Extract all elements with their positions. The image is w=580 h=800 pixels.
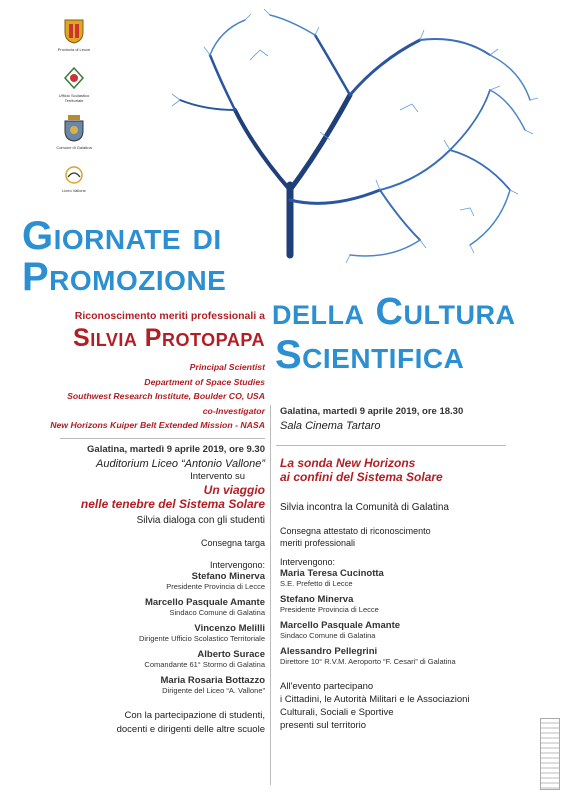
right-speaker-2-role: Presidente Provincia di Lecce: [280, 605, 379, 614]
right-speaker-4-name: Alessandro Pellegrini: [280, 646, 378, 657]
provincia-logo: [52, 18, 96, 52]
title-line-1: Giornate di: [22, 214, 222, 258]
left-event-when: Galatina, martedì 9 aprile 2019, ore 9.30: [87, 444, 265, 455]
printer-mark: [540, 718, 560, 790]
liceo-logo: [52, 165, 96, 193]
left-speaker-1-role: Presidente Provincia di Lecce: [166, 582, 265, 591]
liceo-label: Liceo Vallone: [62, 188, 86, 193]
column-divider: [270, 405, 271, 785]
right-closing: [280, 680, 565, 732]
honoree-role-2: Department of Space Studies: [144, 376, 265, 387]
right-speaker-2-name: Stefano Minerva: [280, 594, 354, 605]
title-line-3: della Cultura: [272, 291, 516, 333]
left-speaker-4-role: Comandante 61° Stormo di Galatina: [144, 660, 265, 669]
ufficio-scolastico-emblem-icon: [63, 66, 85, 90]
right-closing-2: i Cittadini, le Autorità Militari e le Associazioni: [280, 694, 470, 705]
left-speaker-5-role: Dirigente del Liceo “A. Vallone”: [162, 686, 265, 695]
left-speaker-4: [10, 649, 265, 669]
honoree-intro: Riconoscimento meriti professionali a: [74, 310, 265, 322]
right-speaker-3: [280, 620, 565, 640]
right-consegna-2: meriti professionali: [280, 538, 356, 548]
left-speaker-2: [10, 597, 265, 617]
left-event-where: Auditorium Liceo “Antonio Vallone”: [96, 458, 265, 470]
honoree-name: Silvia Protopapa: [73, 324, 265, 352]
left-talk-title-1: Un viaggio: [203, 483, 265, 497]
honoree-role-3: Southwest Research Institute, Boulder CO, USA: [67, 391, 265, 401]
comune-logo: [52, 114, 96, 150]
right-event-when: Galatina, martedì 9 aprile 2019, ore 18.30: [280, 406, 464, 417]
liceo-logo-icon: [62, 165, 86, 185]
left-speaker-5: [10, 675, 265, 695]
left-speaker-3: [10, 623, 265, 643]
honoree-roles: [10, 360, 265, 433]
left-event: [10, 444, 265, 737]
left-intervengono: Intervengono:: [209, 560, 265, 570]
right-closing-1: All'evento partecipano: [280, 681, 374, 692]
ufficio-label: Ufficio Scolastico Territoriale: [58, 93, 90, 103]
honoree-role-5: New Horizons Kuiper Belt Extended Mission - NASA: [50, 420, 265, 430]
right-speaker-2: [280, 594, 565, 614]
right-meets: Silvia incontra la Comunità di Galatina: [280, 502, 449, 513]
honoree-role-4: co-Investigator: [202, 405, 265, 416]
left-speaker-1: [10, 571, 265, 591]
right-speaker-1-role: S.E. Prefetto di Lecce: [280, 579, 353, 588]
right-speaker-3-role: Sindaco Comune di Galatina: [280, 631, 376, 640]
right-closing-4: presenti sul territorio: [280, 720, 367, 731]
left-closing-1: Con la partecipazione di studenti,: [124, 710, 265, 721]
left-closing: [10, 709, 265, 737]
right-consegna: [280, 525, 565, 549]
provincia-crest-icon: [63, 18, 85, 44]
left-event-intervento: Intervento su: [190, 471, 245, 482]
left-speaker-1-name: Stefano Minerva: [191, 571, 265, 582]
right-intervengono: Intervengono:: [280, 557, 336, 567]
right-speaker-1-name: Maria Teresa Cucinotta: [280, 568, 384, 579]
right-speaker-4-role: Direttore 10° R.V.M. Aeroporto “F. Cesari” di Galatina: [280, 657, 456, 666]
left-divider: [60, 438, 265, 439]
provincia-label: Provincia di Lecce: [57, 47, 91, 52]
right-talk-title-2: ai confini del Sistema Solare: [280, 470, 443, 484]
left-dialog: Silvia dialoga con gli studenti: [136, 515, 265, 526]
title-line-2: Promozione: [22, 255, 227, 299]
right-speaker-3-name: Marcello Pasquale Amante: [280, 620, 401, 631]
right-consegna-1: Consegna attestato di riconoscimento: [280, 526, 431, 536]
left-speaker-3-name: Vincenzo Melilli: [194, 623, 265, 634]
left-closing-2: docenti e dirigenti delle altre scuole: [116, 724, 265, 735]
left-speaker-4-name: Alberto Surace: [197, 649, 265, 660]
right-event: [280, 406, 565, 732]
right-closing-3: Culturali, Sociali e Sportive: [280, 707, 394, 718]
left-talk-title-2: nelle tenebre del Sistema Solare: [80, 497, 265, 511]
left-speaker-3-role: Dirigente Ufficio Scolastico Territoriale: [138, 634, 265, 643]
left-speaker-2-role: Sindaco Comune di Galatina: [169, 608, 265, 617]
honoree-role-1: Principal Scientist: [189, 362, 265, 372]
right-event-where: Sala Cinema Tartaro: [280, 420, 381, 432]
left-speaker-5-name: Maria Rosaria Bottazzo: [160, 675, 265, 686]
left-consegna: Consegna targa: [200, 538, 265, 548]
title-line-4: Scientifica: [275, 333, 465, 377]
comune-crest-icon: [62, 114, 86, 142]
left-speaker-2-name: Marcello Pasquale Amante: [144, 597, 265, 608]
right-talk-title-1: La sonda New Horizons: [280, 456, 416, 470]
ufficio-logo: [52, 66, 96, 103]
right-speaker-1: [280, 568, 565, 588]
right-speaker-4: [280, 646, 565, 666]
comune-label: Comune di Galatina: [56, 145, 92, 150]
